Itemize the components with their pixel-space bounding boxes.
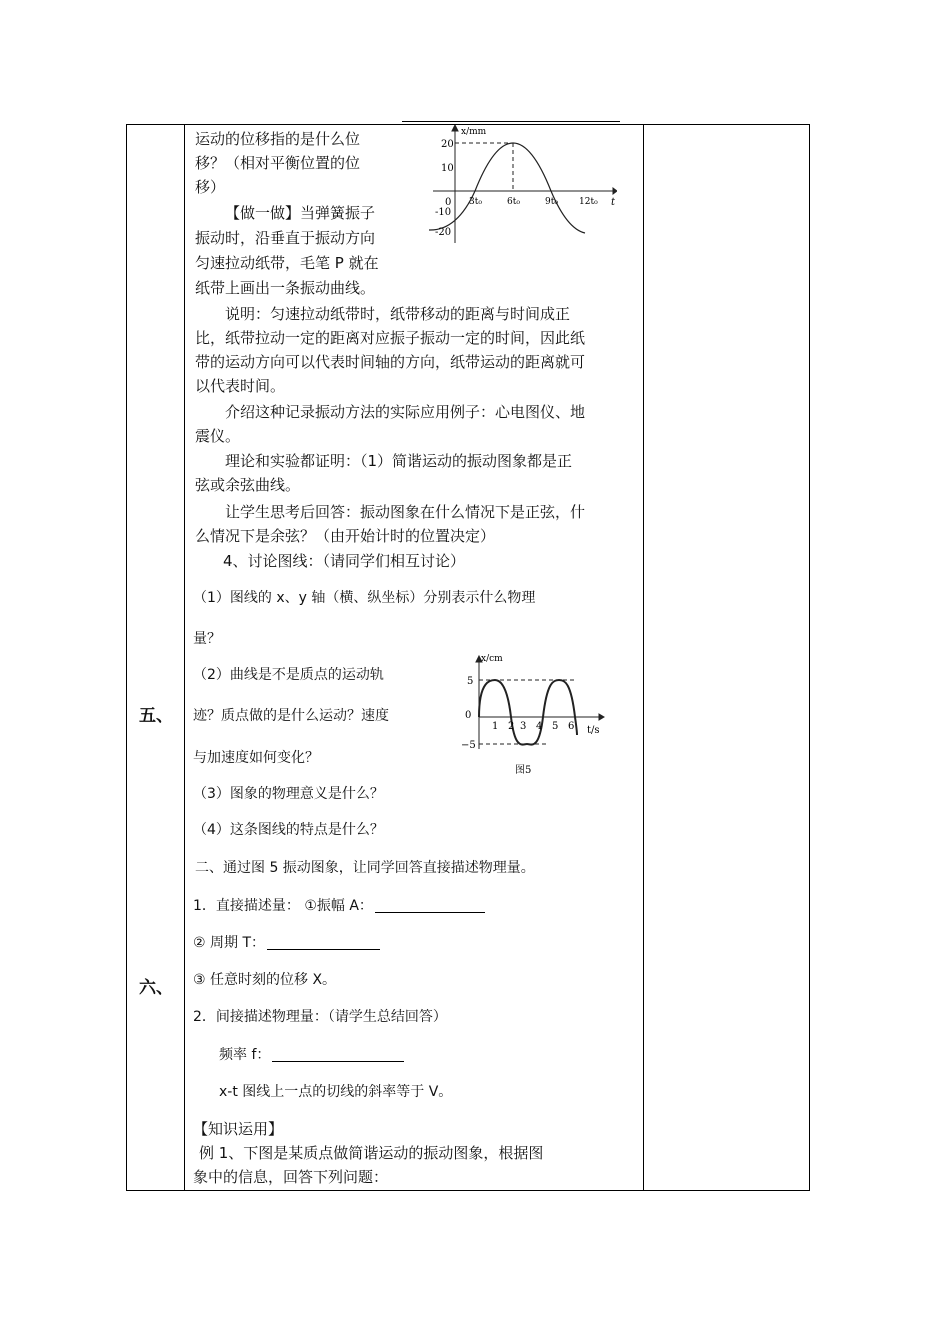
text-line: 2．间接描述物理量：（请学生总结回答） xyxy=(193,1009,447,1025)
y-tick: -20 xyxy=(435,227,452,238)
question-line: 迹？质点做的是什么运动？速度 xyxy=(193,708,389,724)
text-line: 纸带上画出一条振动曲线。 xyxy=(195,279,376,297)
text-line: x-t 图线上一点的切线的斜率等于 V。 xyxy=(219,1084,453,1100)
sine-curve xyxy=(479,680,577,745)
lesson-table xyxy=(126,124,810,1191)
text-line: 么情况下是余弦？（由开始计时的位置决定） xyxy=(195,527,496,545)
text-line: 例 1、下图是某质点做简谐运动的振动图象，根据图 xyxy=(199,1144,544,1162)
text-line: 运动的位移指的是什么位 xyxy=(195,130,361,148)
fill-label: ② 周期 T： xyxy=(193,935,266,951)
fill-line-amplitude xyxy=(193,896,485,916)
t-axis-arrow xyxy=(599,714,604,720)
text-line: 说明：匀速拉动纸带时，纸带移动的距离与时间成正 xyxy=(225,305,571,323)
fill-label: 1．直接描述量： ①振幅 A： xyxy=(193,898,373,914)
answer-blank[interactable] xyxy=(272,1045,404,1062)
top-rule xyxy=(402,121,620,122)
text-line: 震仪。 xyxy=(195,427,241,445)
question-line: （4）这条图线的特点是什么？ xyxy=(193,822,384,838)
text-line: 比，纸带拉动一定的距离对应振子振动一定的时间，因此纸 xyxy=(195,329,586,347)
text-line: 移） xyxy=(195,178,226,196)
y-tick: -10 xyxy=(435,207,452,218)
answer-blank[interactable] xyxy=(267,933,380,950)
text-line: 让学生思考后回答：振动图象在什么情况下是正弦，什 xyxy=(225,503,586,521)
text-line: 【做一做】当弹簧振子 xyxy=(225,204,376,222)
text-line: ③ 任意时刻的位移 X。 xyxy=(193,972,337,988)
sine-curve xyxy=(429,143,585,233)
text-line: 4、讨论图线：（请同学们相互讨论） xyxy=(223,552,466,570)
x-tick: 3 xyxy=(520,721,527,732)
question-line: （3）图象的物理意义是什么？ xyxy=(193,786,384,802)
section-label-six: 六、 xyxy=(139,978,173,998)
fill-line-period xyxy=(193,933,380,953)
x-tick: 1 xyxy=(492,721,499,732)
section-heading: 【知识运用】 xyxy=(193,1120,284,1138)
x-tick: 2 xyxy=(508,721,515,732)
x-tick: 9t₀ xyxy=(545,197,558,207)
text-line: 带的运动方向可以代表时间轴的方向，纸带运动的距离就可 xyxy=(195,353,586,371)
column-divider-right xyxy=(643,125,644,1190)
x-tick: 12t₀ xyxy=(579,197,598,207)
x-axis-label: t/s xyxy=(587,725,600,736)
x-tick: 4 xyxy=(536,721,543,732)
text-line: 理论和实验都证明：（1）简谐运动的振动图象都是正 xyxy=(225,452,573,470)
column-divider-left xyxy=(184,125,185,1190)
text-line: 移？（相对平衡位置的位 xyxy=(195,154,361,172)
y-axis-label: x/mm xyxy=(461,127,487,137)
question-line: （1）图线的 x、y 轴（横、纵坐标）分别表示什么物理 xyxy=(193,590,536,606)
y-tick: 10 xyxy=(441,163,454,174)
displacement-graph-mm xyxy=(417,125,617,245)
text-line: 以代表时间。 xyxy=(195,377,286,395)
text-line: 二、通过图 5 振动图象，让同学回答直接描述物理量。 xyxy=(195,860,535,876)
y-tick: −5 xyxy=(461,740,476,751)
fill-line-frequency xyxy=(219,1045,404,1065)
figure-caption: 图5 xyxy=(515,765,532,776)
origin-label: 0 xyxy=(465,710,472,721)
y-axis-label: x/cm xyxy=(481,654,503,664)
question-line: 与加速度如何变化？ xyxy=(193,750,319,766)
x-tick: 5 xyxy=(552,721,559,732)
x-tick: 6 xyxy=(568,721,575,732)
y-tick: 20 xyxy=(441,139,454,150)
text-line: 匀速拉动纸带，毛笔 P 就在 xyxy=(195,254,379,272)
figure-5-graph xyxy=(457,653,607,778)
x-axis-label: t xyxy=(611,197,616,208)
question-line: 量？ xyxy=(193,631,221,647)
text-line: 象中的信息，回答下列问题： xyxy=(193,1168,389,1186)
section-label-five: 五、 xyxy=(139,706,173,726)
answer-blank[interactable] xyxy=(375,896,485,913)
text-line: 弦或余弦曲线。 xyxy=(195,476,301,494)
x-tick: 3t₀ xyxy=(469,197,482,207)
y-tick: 5 xyxy=(467,676,474,687)
fill-label: 频率 f： xyxy=(219,1047,271,1063)
text-line: 振动时，沿垂直于振动方向 xyxy=(195,229,376,247)
x-tick: 6t₀ xyxy=(507,197,520,207)
t-axis-arrow xyxy=(613,188,617,194)
text-line: 介绍这种记录振动方法的实际应用例子：心电图仪、地 xyxy=(225,403,586,421)
x-axis-arrow xyxy=(452,125,458,131)
question-line: （2）曲线是不是质点的运动轨 xyxy=(193,667,384,683)
origin-label: 0 xyxy=(445,197,452,208)
content-cell xyxy=(193,125,637,1190)
